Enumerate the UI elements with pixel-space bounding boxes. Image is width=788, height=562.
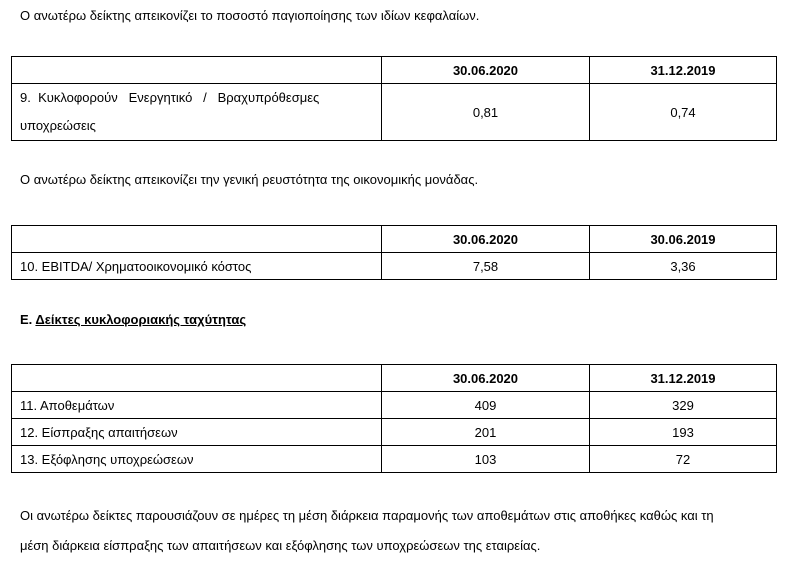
section-prefix: Ε.: [20, 312, 36, 327]
row-value-1: 201: [382, 419, 590, 446]
table-row: [12, 84, 777, 141]
table-header-row: [12, 57, 777, 84]
table-row: [12, 446, 777, 473]
row-label: 13. Εξόφλησης υποχρεώσεων: [12, 446, 382, 473]
row-value-1: 409: [382, 392, 590, 419]
row-value-2: 193: [590, 419, 777, 446]
row-value-2: 72: [590, 446, 777, 473]
table-row: [12, 392, 777, 419]
header-date-1: 30.06.2020: [382, 226, 590, 253]
table-row: [12, 419, 777, 446]
header-date-1: 30.06.2020: [382, 365, 590, 392]
row-label-line-1: 9. Κυκλοφορούν Ενεργητικό / Βραχυπρόθεσμες: [20, 90, 320, 105]
header-empty: [12, 365, 382, 392]
row-value-1: 7,58: [382, 253, 590, 280]
table-row: [12, 253, 777, 280]
row-label: 11. Αποθεμάτων: [12, 392, 382, 419]
closing-paragraph-line-1: Οι ανωτέρω δείκτες παρουσιάζουν σε ημέρες τη μέση διάρκεια παραμονής των αποθεμάτων στις αποθήκες καθώς και τη: [20, 508, 714, 523]
section-title: Δείκτες κυκλοφοριακής ταχύτητας: [35, 312, 247, 327]
row-value-1: 0,81: [382, 84, 590, 141]
row-value-1: 103: [382, 446, 590, 473]
closing-paragraph-line-2: μέση διάρκεια είσπραξης των απαιτήσεων και εξόφλησης των υποχρεώσεων της εταιρείας.: [20, 538, 541, 553]
liquidity-paragraph: Ο ανωτέρω δείκτης απεικονίζει την γενική ρευστότητα της οικονομικής μονάδας.: [20, 172, 479, 187]
header-date-2: 31.12.2019: [590, 365, 777, 392]
ebitda-table: [11, 225, 777, 280]
header-date-1: 30.06.2020: [382, 57, 590, 84]
header-date-2: 30.06.2019: [590, 226, 777, 253]
table-header-row: [12, 226, 777, 253]
header-empty: [12, 226, 382, 253]
section-heading: [20, 312, 246, 328]
row-value-2: 3,36: [590, 253, 777, 280]
current-ratio-table: [11, 56, 777, 141]
row-label: [12, 84, 382, 141]
intro-paragraph: Ο ανωτέρω δείκτης απεικονίζει το ποσοστό παγιοποίησης των ιδίων κεφαλαίων.: [20, 8, 480, 23]
table-header-row: [12, 365, 777, 392]
row-label-line-2: υποχρεώσεις: [20, 118, 96, 133]
header-empty: [12, 57, 382, 84]
row-label: 12. Είσπραξης απαιτήσεων: [12, 419, 382, 446]
header-date-2: 31.12.2019: [590, 57, 777, 84]
row-value-2: 329: [590, 392, 777, 419]
row-label: 10. EBITDA/ Χρηματοοικονομικό κόστος: [12, 253, 382, 280]
turnover-table: [11, 364, 777, 473]
row-value-2: 0,74: [590, 84, 777, 141]
